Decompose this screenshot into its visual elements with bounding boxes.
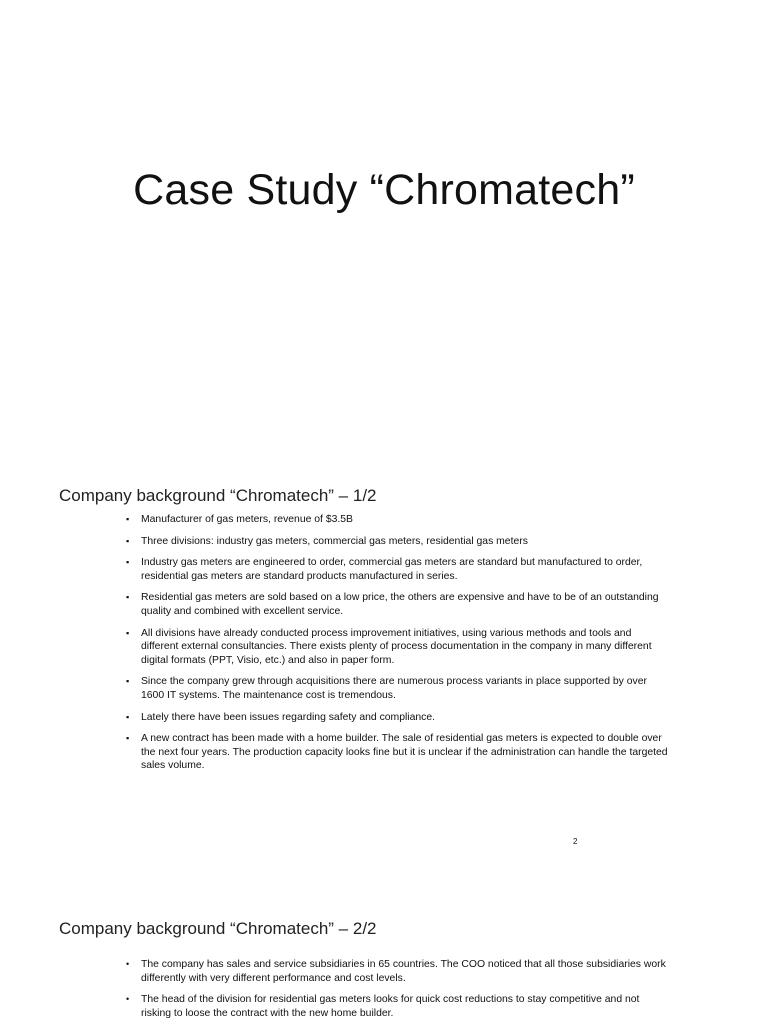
list-item — [124, 591, 669, 618]
square-bullet-icon: ▪ — [126, 557, 130, 568]
round-bullet-icon: • — [126, 994, 130, 1005]
list-item — [124, 711, 669, 725]
list-item — [124, 732, 669, 773]
square-bullet-icon: ▪ — [126, 592, 130, 603]
list-item — [124, 627, 669, 668]
list-item-text: Industry gas meters are engineered to order, commercial gas meters are standard but manufactured to order, residential gas meters are standard products manufactured in series. — [141, 557, 643, 582]
section-heading-2: Company background “Chromatech” – 2/2 — [59, 919, 377, 938]
list-item-text: Lately there have been issues regarding safety and compliance. — [141, 711, 436, 723]
bullet-list-2 — [124, 958, 669, 1024]
list-item-text: Residential gas meters are sold based on a low price, the others are expensive and have to be of an outstanding quality and combined with excellent service. — [141, 592, 659, 617]
list-item-text: All divisions have already conducted process improvement initiatives, using various methods and tools and different external consultancies. There exists plenty of process documentation in the company in many different digital formats (PPT, Visio, etc.) and also in paper form. — [141, 627, 652, 666]
bullet-list-1 — [124, 513, 669, 781]
list-item-text: Manufacturer of gas meters, revenue of $3.5B — [141, 514, 353, 525]
list-item — [124, 993, 669, 1020]
page-title: Case Study “Chromatech” — [133, 166, 635, 214]
list-item-text: Since the company grew through acquisitions there are numerous process variants in place supported by over 1600 IT systems. The maintenance cost is tremendous. — [141, 676, 647, 701]
section-heading-1: Company background “Chromatech” – 1/2 — [59, 486, 377, 505]
list-item — [124, 535, 669, 549]
square-bullet-icon: ▪ — [126, 627, 130, 638]
list-item — [124, 556, 669, 583]
list-item — [124, 675, 669, 702]
square-bullet-icon: ▪ — [126, 535, 130, 546]
list-item-text: The company has sales and service subsidiaries in 65 countries. The COO noticed that all those subsidiaries work differently with very different performance and cost levels. — [141, 959, 666, 984]
square-bullet-icon: ▪ — [126, 676, 130, 687]
list-item — [124, 958, 669, 985]
square-bullet-icon: ▪ — [126, 711, 130, 722]
list-item-text: The head of the division for residential gas meters looks for quick cost reductions to stay competitive and not risking to loose the contract with the new home builder. — [141, 994, 640, 1019]
list-item-text: A new contract has been made with a home builder. The sale of residential gas meters is expected to double over the next four years. The production capacity looks fine but it is unclear if the administration can handle the targeted sales volume. — [141, 733, 668, 772]
round-bullet-icon: • — [126, 959, 130, 969]
list-item — [124, 513, 669, 527]
square-bullet-icon: ▪ — [126, 514, 130, 524]
list-item-text: Three divisions: industry gas meters, commercial gas meters, residential gas meters — [141, 535, 528, 547]
page-number: 2 — [573, 837, 578, 846]
square-bullet-icon: ▪ — [126, 733, 130, 744]
